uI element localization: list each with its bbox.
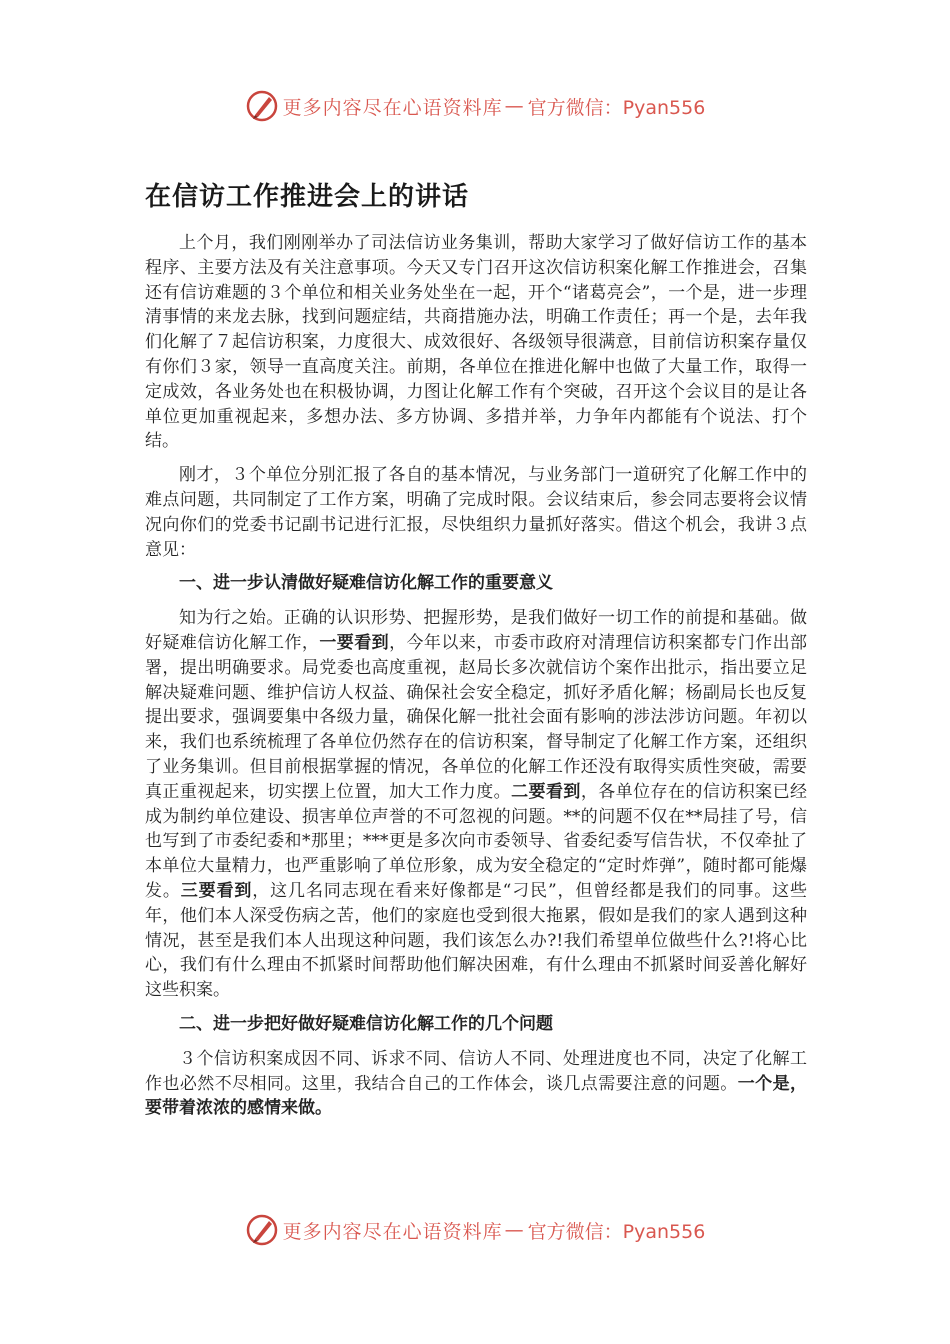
paragraph-3: [145, 606, 807, 1003]
paragraph-1: 上个月，我们刚刚举办了司法信访业务集训，帮助大家学习了做好信访工作的基本程序、主要方法及有关注意事项。今天又专门召开这次信访积案化解工作推进会，召集还有信访难题的３个单位和相关业务处坐在一起，开个“诸葛亮会”，一个是，进一步理清事情的来龙去脉，找到问题症结，共商措施办法，明确工作责任；再一个是，去年我们化解了７起信访积案，力度很大、成效很好、各级领导很满意，目前信访积案存量仅有你们３家，领导一直高度关注。前期，各单位在推进化解中也做了大量工作，取得一定成效，各业务处也在积极协调，力图让化解工作有个突破，召开这个会议目的是让各单位更加重视起来，多想办法、多方协调、多措并举，力争年内都能有个说法、打个结。: [145, 233, 807, 452]
banner-separator: —: [504, 95, 524, 117]
p3-bold-1: 一要看到: [319, 632, 390, 653]
section-heading-2: 二、进一步把好做好疑难信访化解工作的几个问题: [179, 1013, 553, 1034]
footer-banner-separator: —: [504, 1219, 524, 1241]
section-heading-1: 一、进一步认清做好疑难信访化解工作的重要意义: [179, 573, 553, 594]
p3-bold-2: 二要看到: [511, 781, 581, 802]
p3-text-a: 知为行之始。正确的认识形势、把握形势，是我们做好一切工作的前提和基础。做好疑难信访化解工作，: [145, 608, 807, 653]
header-banner: [0, 86, 950, 126]
document-title: 在信访工作推进会上的讲话: [145, 182, 470, 212]
p3-bold-3: 三要看到: [180, 880, 253, 901]
p3-text-d: ，各单位存在的信访积案已经成为制约单位建设、损害单位声誉的不可忽视的问题。**的问题不仅在**局挂了号，信也写到了市委纪委和*那里；***更是多次向市委领导、省委纪委写信告状，不仅牵扯了本单位大量精力，也严重影响了单位形象，成为安全稳定的“定时炸弹”，随时都可能爆发。: [145, 781, 808, 901]
pen-logo-icon: [245, 89, 279, 123]
footer-banner-wechat: 官方微信：Pyan556: [527, 1220, 706, 1243]
footer-banner: [0, 1210, 950, 1250]
banner-wechat: 官方微信：Pyan556: [527, 96, 706, 119]
footer-banner-text: 更多内容尽在心语资料库: [282, 1220, 503, 1243]
paragraph-4: [145, 1047, 807, 1121]
p3-text-e: ，这几名同志现在看来好像都是“刁民”，但曾经都是我们的同事。这些年，他们本人深受伤病之苦，他们的家庭也受到很大拖累，假如是我们的家人遇到这种情况，甚至是我们本人出现这种问题，我们该怎么办?!我们希望单位做些什么?!将心比心，我们有什么理由不抓紧时间帮助他们解决困难，有什么理由不抓紧时间妥善化解好这些积案。: [145, 880, 807, 1001]
pen-logo-icon: [245, 1213, 279, 1247]
document-body: [145, 176, 807, 1130]
banner-text: 更多内容尽在心语资料库: [282, 96, 503, 119]
p4-text-a: ３个信访积案成因不同、诉求不同、信访人不同、处理进度也不同，决定了化解工作也必然不尽相同。这里，我结合自己的工作体会，谈几点需要注意的问题。: [145, 1048, 807, 1094]
p4-bold: 一个是，要带着浓浓的感情来做。: [145, 1073, 808, 1119]
paragraph-2: 刚才，３个单位分别汇报了各自的基本情况，与业务部门一道研究了化解工作中的难点问题，共同制定了工作方案，明确了完成时限。会议结束后，参会同志要将会议情况向你们的党委书记副书记进行汇报，尽快组织力量抓好落实。借这个机会，我讲３点意见：: [145, 465, 807, 560]
p3-text-c: ，今年以来，市委市政府对清理信访积案都专门作出部署，提出明确要求。局党委也高度重视，赵局长多次就信访个案作出批示，指出要立足解决疑难问题、维护信访人权益、确保社会安全稳定，抓好矛盾化解；杨副局长也反复提出要求，强调要集中各级力量，确保化解一批社会面有影响的涉法涉访问题。年初以来，我们也系统梳理了各单位仍然存在的信访积案，督导制定了化解工作方案，还组织了业务集训。但目前根据掌握的情况，各单位的化解工作还没有取得实质性突破，需要真正重视起来，切实摆上位置，加大工作力度。: [145, 632, 808, 802]
